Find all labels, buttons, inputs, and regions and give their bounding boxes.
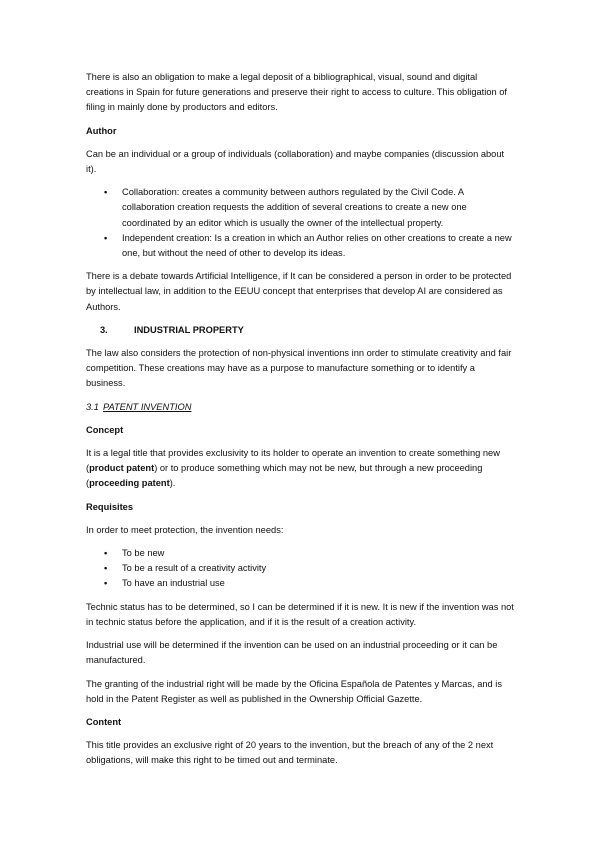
- subsection-number: 3.1: [86, 401, 99, 412]
- list-item: • Independent creation: Is a creation in which an Author relies on other creations to create a new one, but without the need of other to develop its ideas.: [104, 232, 512, 259]
- list-item: • Collaboration: creates a community between authors regulated by the Civil Code. A collaboration creation requests the addition of several creations to create a new one coordinated by an editor which is usually the owner of the intellectual property.: [104, 187, 467, 228]
- requisites-paragraph: In order to meet protection, the invention needs:: [86, 524, 284, 535]
- granting-paragraph: The granting of the industrial right will be made by the Oficina Española de Patentes y Marcas, and is hold in the Patent Register as well as published in the Ownership Official Gazette.: [86, 678, 503, 704]
- list-item: • To be new: [86, 546, 516, 561]
- requisites-heading: Requisites: [86, 501, 134, 512]
- industrial-property-paragraph: The law also considers the protection of non-physical inventions inn order to stimulate creativity and fair competition. These creations may have as a purpose to manufacture something or to identify a business.: [86, 348, 512, 389]
- bullet-icon: •: [104, 232, 108, 243]
- legal-deposit-paragraph: There is also an obligation to make a legal deposit of a bibliographical, visual, sound and digital creations in Spain for future generations and preserve their right to access to culture. This obligation of filing in mainly done by productors and editors.: [86, 72, 508, 113]
- author-paragraph: Can be an individual or a group of individuals (collaboration) and maybe companies (discussion about it).: [86, 148, 505, 175]
- section-title: INDUSTRIAL PROPERTY: [134, 324, 244, 335]
- subsection-3-1-heading: [86, 400, 516, 415]
- list-item: • To be a result of a creativity activity: [86, 561, 516, 576]
- document-page: [86, 70, 516, 777]
- bullet-icon: •: [104, 548, 108, 559]
- content-heading: Content: [86, 716, 122, 727]
- technic-status-paragraph: Technic status has to be determined, so I can be determined if it is new. It is new if the invention was not in technic status before the application, and if it is the result of a creation activity.: [86, 601, 514, 627]
- concept-paragraph: It is a legal title that provides exclusivity to its holder to operate an invention to create something new (product patent) or to produce something which may not be new, but through a new proceeding (proceeding patent).: [86, 448, 500, 489]
- list-item: • To have an industrial use: [86, 576, 516, 591]
- product-patent-term: product patent: [89, 463, 155, 474]
- proceeding-patent-term: proceeding patent: [89, 478, 170, 489]
- concept-heading: Concept: [86, 424, 124, 435]
- subsection-title: PATENT INVENTION: [102, 401, 192, 412]
- requisites-bullet-list: [86, 546, 516, 592]
- bullet-icon: •: [104, 578, 108, 589]
- industrial-use-paragraph: Industrial use will be determined if the invention can be used on an industrial proceeding or it can be manufactured.: [86, 640, 498, 666]
- content-paragraph: This title provides an exclusive right of 20 years to the invention, but the breach of any of the 2 next obligations, will make this right to be timed out and terminate.: [86, 740, 494, 766]
- author-bullet-list: [86, 185, 516, 261]
- section-number: 3.: [100, 324, 108, 335]
- bullet-icon: •: [104, 187, 108, 198]
- bullet-icon: •: [104, 563, 108, 574]
- section-3-heading: [86, 323, 516, 338]
- author-heading: Author: [86, 125, 117, 136]
- ai-paragraph: There is a debate towards Artificial Intelligence, if It can be considered a person in order to be protected by intellectual law, in addition to the EEUU concept that enterprises that develop AI are considered as Authors.: [86, 271, 512, 312]
